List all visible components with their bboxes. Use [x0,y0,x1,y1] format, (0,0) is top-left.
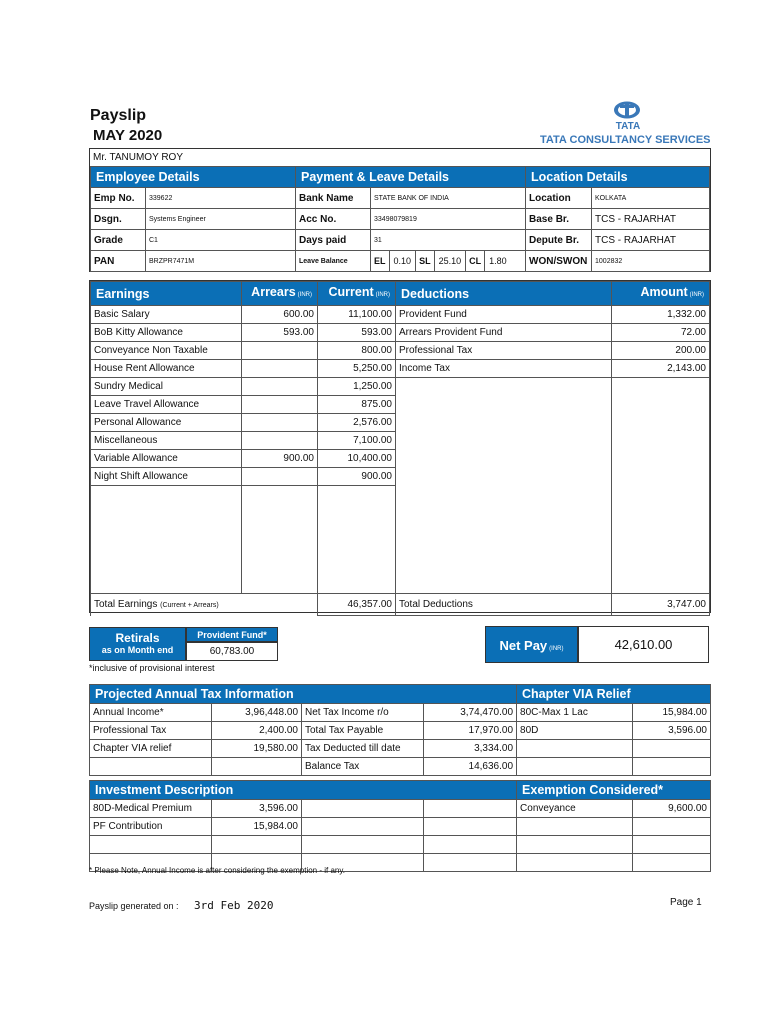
earnings-row [91,378,710,396]
tax-row [90,740,711,758]
tata-logo-icon [612,100,642,120]
deduction-name [396,378,612,396]
footer-note: * Please Note, Annual Income is after considering the exemption - if any. [89,866,345,875]
earnings-row [91,486,710,504]
via-value [633,740,711,758]
earning-current [318,522,396,540]
emp-no-value: 339622 [146,188,296,209]
earning-current [318,576,396,594]
earnings-row [91,432,710,450]
acc-no-value: 33498079819 [371,209,526,230]
investment-label: 80D-Medical Premium [90,800,212,818]
earning-name: BoB Kitty Allowance [91,324,242,342]
tax-label: Professional Tax [90,722,212,740]
tax-row [90,758,711,776]
amount-header: Amount (INR) [612,282,710,306]
tax-row [90,704,711,722]
earnings-deductions-block [89,280,711,613]
earnings-header: Earnings [91,282,242,306]
exemption-header: Exemption Considered* [517,781,711,800]
tax-value: 14,636.00 [424,758,517,776]
deduction-amount [612,378,710,396]
earning-arrears: 600.00 [242,306,318,324]
retirals-title: Retirals [115,631,160,645]
investment-block [89,780,711,872]
total-earnings-label: Total Earnings (Current + Arrears) [91,594,318,616]
earnings-row [91,414,710,432]
exemption-label [517,836,633,854]
earning-current: 875.00 [318,396,396,414]
via-value [633,758,711,776]
bank-name-label: Bank Name [296,188,371,209]
tax-info-block [89,684,711,776]
deduction-amount: 2,143.00 [612,360,710,378]
location-value: KOLKATA [592,188,710,209]
dsgn-value: Systems Engineer [146,209,296,230]
earning-current [318,486,396,504]
provident-fund-value: 60,783.00 [186,642,278,661]
investment-label [90,836,212,854]
investment-label: PF Contribution [90,818,212,836]
leave-balance-values [371,251,526,272]
deduction-name: Professional Tax [396,342,612,360]
deduction-name [396,540,612,558]
acc-no-label: Acc No. [296,209,371,230]
depute-br-value: TCS - RAJARHAT [592,230,710,251]
dsgn-label: Dsgn. [91,209,146,230]
pan-value: BRZPR7471M [146,251,296,272]
won-value: 1002832 [592,251,710,272]
earning-name: Personal Allowance [91,414,242,432]
earning-arrears: 900.00 [242,450,318,468]
deduction-amount [612,432,710,450]
via-label: 80C-Max 1 Lac [517,704,633,722]
investment-empty [424,800,517,818]
earning-name [91,522,242,540]
earning-current: 800.00 [318,342,396,360]
exemption-label [517,818,633,836]
earning-arrears [242,396,318,414]
earnings-row [91,558,710,576]
via-value: 15,984.00 [633,704,711,722]
el-value: 0.10 [390,251,417,271]
tax-value: 3,96,448.00 [212,704,302,722]
investment-value [212,836,302,854]
bank-name-value: STATE BANK OF INDIA [371,188,526,209]
earnings-row [91,342,710,360]
earnings-row [91,324,710,342]
earning-name: House Rent Allowance [91,360,242,378]
deduction-name [396,486,612,504]
tax-label: Balance Tax [302,758,424,776]
earning-current [318,504,396,522]
arrears-header: Arrears (INR) [242,282,318,306]
days-paid-label: Days paid [296,230,371,251]
base-br-value: TCS - RAJARHAT [592,209,710,230]
investment-header: Investment Description [90,781,517,800]
retirals-box [89,627,186,661]
depute-br-label: Depute Br. [526,230,592,251]
deduction-amount [612,522,710,540]
exemption-value: 9,600.00 [633,800,711,818]
earning-current [318,558,396,576]
earnings-row [91,468,710,486]
deduction-amount [612,414,710,432]
earning-arrears [242,540,318,558]
earnings-row [91,522,710,540]
tax-value [212,758,302,776]
deduction-amount [612,558,710,576]
earning-current: 900.00 [318,468,396,486]
tax-row [90,722,711,740]
deduction-name [396,558,612,576]
deduction-name: Arrears Provident Fund [396,324,612,342]
tax-label: Total Tax Payable [302,722,424,740]
cl-value: 1.80 [489,256,507,266]
investment-empty [302,836,424,854]
deduction-name: Income Tax [396,360,612,378]
tax-value: 3,74,470.00 [424,704,517,722]
earnings-row [91,504,710,522]
earning-arrears [242,504,318,522]
leave-balance-label: Leave Balance [296,251,371,272]
deduction-name [396,396,612,414]
investment-row [90,800,711,818]
payment-leave-header: Payment & Leave Details [296,167,526,188]
el-label: EL [371,251,390,271]
earning-name: Miscellaneous [91,432,242,450]
tax-value: 2,400.00 [212,722,302,740]
grade-label: Grade [91,230,146,251]
via-label [517,740,633,758]
current-header: Current (INR) [318,282,396,306]
investment-row [90,836,711,854]
earning-arrears [242,468,318,486]
tax-label: Tax Deducted till date [302,740,424,758]
generated-date: 3rd Feb 2020 [194,899,274,912]
employee-details-header: Employee Details [91,167,296,188]
earning-arrears [242,378,318,396]
earning-current: 7,100.00 [318,432,396,450]
investment-empty [424,854,517,872]
earning-name [91,540,242,558]
net-pay-label: Net Pay (INR) [485,626,578,663]
sl-label: SL [416,251,435,271]
earning-arrears [242,432,318,450]
earnings-row [91,576,710,594]
page-number: Page 1 [670,897,702,908]
tax-label: Chapter VIA relief [90,740,212,758]
tax-info-header: Projected Annual Tax Information [90,685,517,704]
earning-arrears [242,360,318,378]
tax-label: Net Tax Income r/o [302,704,424,722]
location-details-header: Location Details [526,167,710,188]
deduction-amount [612,486,710,504]
deductions-header: Deductions [396,282,612,306]
company-name: TATA CONSULTANCY SERVICES [540,134,711,146]
exemption-value [633,836,711,854]
exemption-value [633,854,711,872]
deduction-amount [612,576,710,594]
total-earnings-value: 46,357.00 [318,594,396,616]
earning-current [318,540,396,558]
earnings-row [91,396,710,414]
sl-value: 25.10 [435,251,467,271]
earning-name: Sundry Medical [91,378,242,396]
via-label: 80D [517,722,633,740]
won-label: WON/SWON [526,251,592,272]
base-br-label: Base Br. [526,209,592,230]
investment-row [90,818,711,836]
via-label [517,758,633,776]
deduction-name [396,468,612,486]
emp-no-label: Emp No. [91,188,146,209]
earning-name: Basic Salary [91,306,242,324]
exemption-value [633,818,711,836]
earning-current: 10,400.00 [318,450,396,468]
generated-label: Payslip generated on : [89,901,179,911]
earning-name: Variable Allowance [91,450,242,468]
payslip-month: MAY 2020 [93,127,163,144]
earnings-row [91,306,710,324]
investment-empty [424,818,517,836]
tax-label [90,758,212,776]
investment-empty [302,800,424,818]
deduction-name [396,432,612,450]
earning-current: 593.00 [318,324,396,342]
deduction-name [396,504,612,522]
deduction-amount [612,450,710,468]
retirals-subtitle: as on Month end [101,645,174,655]
details-block [89,148,711,272]
pan-label: PAN [91,251,146,272]
deduction-amount [612,504,710,522]
total-deductions-value: 3,747.00 [612,594,710,616]
earning-arrears [242,414,318,432]
earning-name [91,486,242,504]
days-paid-value: 31 [371,230,526,251]
deduction-amount [612,468,710,486]
earning-arrears [242,342,318,360]
investment-value: 15,984.00 [212,818,302,836]
earning-arrears [242,522,318,540]
exemption-label: Conveyance [517,800,633,818]
earning-name [91,558,242,576]
earning-arrears: 593.00 [242,324,318,342]
deduction-amount [612,540,710,558]
payslip-title: Payslip [90,107,147,124]
earning-name: Night Shift Allowance [91,468,242,486]
grade-value: C1 [146,230,296,251]
investment-empty [302,818,424,836]
tax-value: 17,970.00 [424,722,517,740]
tata-logo-text: TATA [615,121,641,132]
tax-value: 19,580.00 [212,740,302,758]
net-pay-value: 42,610.00 [578,626,709,663]
earning-name [91,504,242,522]
earnings-row [91,450,710,468]
deduction-amount: 200.00 [612,342,710,360]
provident-fund-label: Provident Fund* [186,627,278,642]
earning-arrears [242,576,318,594]
earning-arrears [242,486,318,504]
earning-current: 2,576.00 [318,414,396,432]
earning-current: 5,250.00 [318,360,396,378]
deduction-amount: 72.00 [612,324,710,342]
total-deductions-label: Total Deductions [396,594,612,616]
earning-name: Leave Travel Allowance [91,396,242,414]
deduction-name [396,414,612,432]
deduction-amount: 1,332.00 [612,306,710,324]
earning-name: Conveyance Non Taxable [91,342,242,360]
earning-arrears [242,558,318,576]
investment-empty [424,836,517,854]
investment-value: 3,596.00 [212,800,302,818]
employee-name: Mr. TANUMOY ROY [93,152,184,163]
earning-current: 11,100.00 [318,306,396,324]
chapter-via-header: Chapter VIA Relief [517,685,711,704]
tax-label: Annual Income* [90,704,212,722]
earning-name [91,576,242,594]
via-value: 3,596.00 [633,722,711,740]
exemption-label [517,854,633,872]
earnings-row [91,360,710,378]
deduction-amount [612,396,710,414]
location-label: Location [526,188,592,209]
deduction-name [396,522,612,540]
cl-label: CL [466,251,485,271]
deduction-name [396,450,612,468]
earnings-row [91,540,710,558]
deduction-name [396,576,612,594]
earning-current: 1,250.00 [318,378,396,396]
retirals-note: *inclusive of provisional interest [89,663,215,673]
deduction-name: Provident Fund [396,306,612,324]
tax-value: 3,334.00 [424,740,517,758]
